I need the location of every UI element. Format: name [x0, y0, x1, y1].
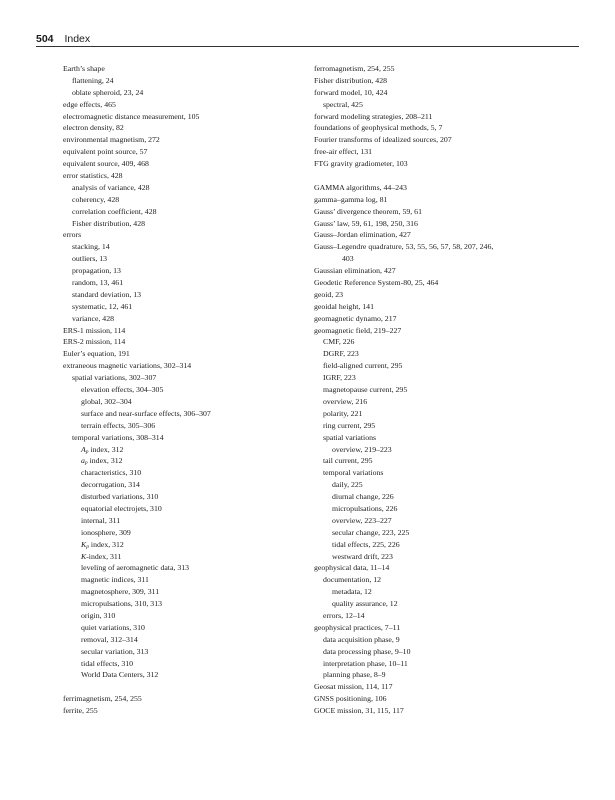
- index-entry: [63, 348, 313, 360]
- index-subentry: [63, 301, 313, 313]
- index-entry-text: ionosphere, 309: [81, 527, 131, 537]
- index-entry-text: magnetopause current, 295: [323, 385, 408, 395]
- index-entry-text: characteristics, 310: [81, 468, 142, 478]
- index-entry-text: equivalent point source, 57: [63, 147, 148, 157]
- index-entry: [314, 289, 564, 301]
- index-entry-text: removal, 312–314: [81, 634, 138, 644]
- index-entry-text: terrain effects, 305–306: [81, 420, 156, 430]
- index-subentry: [314, 360, 564, 372]
- index-entry: [63, 229, 313, 241]
- index-subentry: [63, 455, 313, 467]
- index-entry-text: internal, 311: [81, 515, 121, 525]
- index-entry-text: World Data Centers, 312: [81, 670, 159, 680]
- index-entry-text: surface and near-surface effects, 306–307: [81, 408, 211, 418]
- index-entry-text: oblate spheroid, 23, 24: [72, 87, 144, 97]
- index-entry-text: field-aligned current, 295: [323, 361, 403, 371]
- index-entry-text: magnetosphere, 309, 311: [81, 587, 160, 597]
- index-subentry: [63, 669, 313, 681]
- index-entry-text: documentation, 12: [323, 575, 382, 585]
- index-entry-text: analysis of variance, 428: [72, 182, 150, 192]
- index-subentry: [314, 479, 564, 491]
- index-entry: [314, 134, 564, 146]
- index-entry: [314, 705, 564, 717]
- index-subentry: [63, 574, 313, 586]
- index-entry-text: electron density, 82: [63, 123, 124, 133]
- index-entry-text: Gauss–Jordan elimination, 427: [314, 230, 411, 240]
- index-entry-text: GOCE mission, 31, 115, 117: [314, 706, 404, 716]
- index-subentry: [63, 182, 313, 194]
- index-entry-text: Fisher distribution, 428: [314, 75, 387, 85]
- index-subentry: [63, 539, 313, 551]
- index-entry: [63, 170, 313, 182]
- index-entry: [314, 277, 564, 289]
- index-subentry: [63, 75, 313, 87]
- index-entry-text: ferrimagnetism, 254, 255: [63, 694, 142, 704]
- index-entry-text: decorrugation, 314: [81, 480, 140, 490]
- index-subentry: [314, 527, 564, 539]
- index-entry: [63, 336, 313, 348]
- index-entry-text: 403: [342, 254, 354, 264]
- index-entry-text: geomagnetic field, 219–227: [314, 325, 402, 335]
- index-subentry: [314, 586, 564, 598]
- index-subentry: [314, 658, 564, 670]
- index-subentry: [63, 527, 313, 539]
- index-entry-text: tidal effects, 225, 226: [332, 539, 400, 549]
- index-entry-text: random, 13, 461: [72, 278, 124, 288]
- index-entry-text: secular variation, 313: [81, 646, 149, 656]
- index-entry-text: forward model, 10, 424: [314, 87, 388, 97]
- index-entry: [314, 206, 564, 218]
- index-entry: [314, 301, 564, 313]
- index-subentry: [63, 598, 313, 610]
- index-subentry: [63, 444, 313, 456]
- index-entry-text: geoid, 23: [314, 289, 344, 299]
- index-entry-text: Gauss’ divergence theorem, 59, 61: [314, 206, 422, 216]
- index-subentry: [63, 515, 313, 527]
- index-subentry: [314, 408, 564, 420]
- index-subentry: [314, 336, 564, 348]
- index-subentry: [314, 539, 564, 551]
- index-subentry: [314, 384, 564, 396]
- index-entry-text: leveling of aeromagnetic data, 313: [81, 563, 190, 573]
- index-entry-text: environmental magnetism, 272: [63, 135, 160, 145]
- index-entry-text: data processing phase, 9–10: [323, 646, 411, 656]
- index-entry-text: spatial variations: [323, 432, 377, 442]
- index-entry-text: quiet variations, 310: [81, 622, 145, 632]
- index-entry-text: global, 302–304: [81, 396, 132, 406]
- index-subentry: [314, 574, 564, 586]
- index-entry-text: ring current, 295: [323, 420, 376, 430]
- index-entry-text: polarity, 221: [323, 408, 363, 418]
- index-entry-text: propagation, 13: [72, 266, 121, 276]
- index-entry-text: origin, 310: [81, 610, 116, 620]
- index-subentry: [314, 503, 564, 515]
- index-entry-text: geophysical data, 11–14: [314, 563, 390, 573]
- index-subentry: [314, 467, 564, 479]
- index-subentry: [63, 218, 313, 230]
- index-entry: [314, 229, 564, 241]
- index-entry-text: temporal variations, 308–314: [72, 432, 164, 442]
- header-rule: [36, 46, 579, 47]
- index-entry-text: planning phase, 8–9: [323, 670, 386, 680]
- index-entry: [63, 705, 313, 717]
- index-entry: [314, 75, 564, 87]
- index-entry-text: foundations of geophysical methods, 5, 7: [314, 123, 443, 133]
- index-entry: [314, 241, 564, 253]
- index-entry-text: geophysical practices, 7–11: [314, 622, 401, 632]
- index-entry-text: FTG gravity gradiometer, 103: [314, 159, 408, 169]
- index-entry-text: geomagnetic dynamo, 217: [314, 313, 397, 323]
- index-entry: [314, 325, 564, 337]
- index-subentry: [63, 586, 313, 598]
- index-column-left: [63, 63, 313, 717]
- index-subentry: [314, 444, 564, 456]
- index-entry: [314, 182, 564, 194]
- index-symbol: a: [81, 456, 85, 466]
- index-entry-text: overview, 216: [323, 396, 368, 406]
- index-subentry: [63, 503, 313, 515]
- index-subentry: [63, 622, 313, 634]
- index-entry-text: edge effects, 465: [63, 99, 116, 109]
- index-subentry: [63, 467, 313, 479]
- page-number: 504: [36, 33, 54, 45]
- index-subentry: [314, 348, 564, 360]
- index-entry: [314, 313, 564, 325]
- index-subentry: [63, 87, 313, 99]
- index-entry-text: daily, 225: [332, 480, 363, 490]
- index-entry-text: quality assurance, 12: [332, 599, 398, 609]
- index-entry: [63, 122, 313, 134]
- index-entry: [63, 693, 313, 705]
- index-entry-text: -index, 311: [86, 551, 122, 561]
- index-subentry: [314, 598, 564, 610]
- index-entry-text: magnetic indices, 311: [81, 575, 149, 585]
- index-symbol-subscript: p: [86, 543, 89, 550]
- index-entry-text: gamma–gamma log, 81: [314, 194, 388, 204]
- index-entry-text: ferrite, 255: [63, 706, 98, 716]
- index-entry: [314, 146, 564, 158]
- index-entry: [314, 111, 564, 123]
- index-entry-text: Geodetic Reference System-80, 25, 464: [314, 278, 439, 288]
- index-entry: [314, 622, 564, 634]
- index-entry: [314, 693, 564, 705]
- index-entry: [314, 63, 564, 75]
- index-entry-text: interpretation phase, 10–11: [323, 658, 408, 668]
- index-subentry: [63, 206, 313, 218]
- index-subentry: [314, 432, 564, 444]
- index-entry: [63, 99, 313, 111]
- index-entry-text: index, 312: [90, 539, 124, 549]
- index-entry-text: spatial variations, 302–307: [72, 373, 157, 383]
- index-symbol-subscript: p: [84, 460, 88, 467]
- index-subentry: [314, 455, 564, 467]
- index-entry: [314, 562, 564, 574]
- index-subentry: [63, 289, 313, 301]
- index-entry: [314, 122, 564, 134]
- index-entry-text: extraneous magnetic variations, 302–314: [63, 361, 192, 371]
- index-symbol: K: [81, 539, 87, 549]
- index-entry-text: ferromagnetism, 254, 255: [314, 64, 395, 73]
- index-entry-text: errors: [63, 230, 82, 240]
- section-title: Index: [64, 33, 91, 45]
- index-entry-text: Euler’s equation, 191: [63, 349, 130, 359]
- index-subentry: [63, 432, 313, 444]
- index-entry: [314, 265, 564, 277]
- index-entry: [314, 681, 564, 693]
- index-subentry: [63, 372, 313, 384]
- index-entry-text: geoidal height, 141: [314, 301, 374, 311]
- index-entry-text: errors, 12–14: [323, 610, 365, 620]
- index-subentry: [63, 551, 313, 563]
- index-entry-text: index, 312: [90, 444, 124, 454]
- index-entry: [63, 325, 313, 337]
- index-entry-text: tail current, 295: [323, 456, 373, 466]
- index-subentry: [314, 551, 564, 563]
- index-symbol: A: [81, 444, 86, 454]
- index-entry-text: equatorial electrojets, 310: [81, 503, 162, 513]
- index-entry-text: micropulsations, 310, 313: [81, 599, 162, 609]
- index-entry-text: Earth’s shape: [63, 64, 105, 73]
- index-entry-text: coherency, 428: [72, 194, 120, 204]
- index-subentry: [314, 396, 564, 408]
- index-subentry: [314, 515, 564, 527]
- index-subentry: [314, 491, 564, 503]
- index-entry-text: GNSS positioning, 106: [314, 694, 387, 704]
- index-entry-text: ERS-2 mission, 114: [63, 337, 126, 347]
- index-entry-text: westward drift, 223: [332, 551, 393, 561]
- index-entry-text: micropulsations, 226: [332, 503, 398, 513]
- index-entry-text: systematic, 12, 461: [72, 301, 133, 311]
- index-subentry: [63, 265, 313, 277]
- index-entry-text: outliers, 13: [72, 254, 108, 264]
- index-subentry: [63, 562, 313, 574]
- index-subentry: [314, 610, 564, 622]
- index-entry: [63, 63, 313, 75]
- index-entry-text: standard deviation, 13: [72, 289, 142, 299]
- index-entry-text: elevation effects, 304–305: [81, 385, 164, 395]
- index-subentry: [314, 646, 564, 658]
- index-entry-text: temporal variations: [323, 468, 384, 478]
- index-entry-text: Gaussian elimination, 427: [314, 266, 396, 276]
- index-entry-text: Fourier transforms of idealized sources, 207: [314, 135, 452, 145]
- index-subentry: [63, 634, 313, 646]
- index-entry-text: metadata, 12: [332, 587, 372, 597]
- index-subentry: [314, 253, 564, 265]
- index-entry-text: DGRF, 223: [323, 349, 359, 359]
- index-entry: [314, 194, 564, 206]
- index-subentry: [63, 396, 313, 408]
- index-column-right: [314, 63, 564, 717]
- index-entry-text: Gauss–Legendre quadrature, 53, 55, 56, 57, 58, 207, 246,: [314, 242, 494, 252]
- index-subentry: [63, 408, 313, 420]
- index-entry-text: equivalent source, 409, 468: [63, 159, 149, 169]
- index-entry-text: data acquisition phase, 9: [323, 634, 400, 644]
- index-subentry: [314, 634, 564, 646]
- index-subentry: [314, 99, 564, 111]
- index-entry-text: disturbed variations, 310: [81, 492, 159, 502]
- index-entry-text: spectral, 425: [323, 99, 363, 109]
- index-subentry: [63, 384, 313, 396]
- index-entry: [63, 158, 313, 170]
- index-entry-text: IGRF, 223: [323, 373, 356, 383]
- index-subentry: [63, 479, 313, 491]
- index-entry-text: correlation coefficient, 428: [72, 206, 157, 216]
- index-subentry: [63, 491, 313, 503]
- index-entry-text: forward modeling strategies, 208–211: [314, 111, 433, 121]
- index-subentry: [63, 610, 313, 622]
- index-entry-text: index, 312: [89, 456, 123, 466]
- index-subentry: [63, 241, 313, 253]
- index-entry-text: ERS-1 mission, 114: [63, 325, 126, 335]
- index-subentry: [63, 253, 313, 265]
- index-entry: [63, 146, 313, 158]
- index-entry-text: diurnal change, 226: [332, 492, 394, 502]
- index-entry: [63, 134, 313, 146]
- index-entry: [314, 218, 564, 230]
- index-entry: [314, 87, 564, 99]
- index-entry-text: flattening, 24: [72, 75, 114, 85]
- index-entry-text: Geosat mission, 114, 117: [314, 682, 393, 692]
- index-subentry: [63, 646, 313, 658]
- index-entry: [314, 158, 564, 170]
- index-subentry: [63, 313, 313, 325]
- index-entry-text: CMF, 226: [323, 337, 355, 347]
- index-entry-text: GAMMA algorithms, 44–243: [314, 182, 407, 192]
- index-subentry: [314, 669, 564, 681]
- index-subentry: [314, 372, 564, 384]
- index-entry-text: overview, 219–223: [332, 444, 392, 454]
- index-subentry: [63, 658, 313, 670]
- index-subentry: [63, 420, 313, 432]
- index-subentry: [63, 277, 313, 289]
- index-entry-text: Gauss’ law, 59, 61, 198, 250, 316: [314, 218, 418, 228]
- index-entry-text: electromagnetic distance measurement, 105: [63, 111, 200, 121]
- index-entry: [63, 111, 313, 123]
- index-symbol-subscript: p: [85, 448, 89, 455]
- index-entry-text: error statistics, 428: [63, 171, 123, 181]
- index-subentry: [63, 194, 313, 206]
- index-subentry: [314, 420, 564, 432]
- page-header: [36, 33, 579, 45]
- index-symbol: K: [81, 551, 87, 561]
- index-entry-text: free-air effect, 131: [314, 147, 373, 157]
- index-entry-text: secular change, 223, 225: [332, 527, 410, 537]
- index-entry-text: stacking, 14: [72, 242, 110, 252]
- index-entry-text: variance, 428: [72, 313, 114, 323]
- index-entry-text: Fisher distribution, 428: [72, 218, 145, 228]
- index-entry: [63, 360, 313, 372]
- index-entry-text: tidal effects, 310: [81, 658, 134, 668]
- index-entry-text: overview, 223–227: [332, 515, 392, 525]
